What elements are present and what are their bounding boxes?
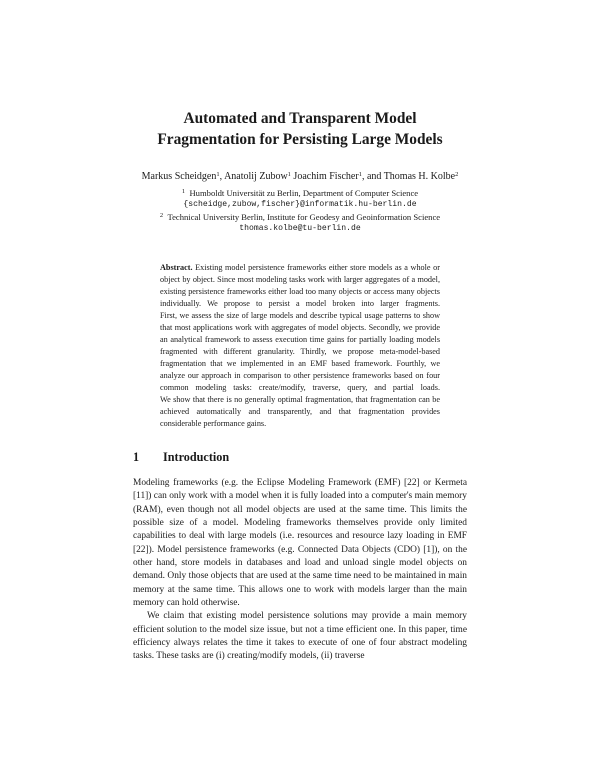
abstract-label: Abstract. [160, 263, 193, 272]
section-heading [133, 449, 229, 465]
author-affiliation-mark: 1 [358, 171, 362, 178]
affiliation-2-email: thomas.kolbe@tu-berlin.de [239, 224, 361, 233]
author-affiliation-mark: 2 [455, 171, 459, 178]
abstract-paragraph: First, we assess the size of large models and describe typical usage patterns to show that most applications work with aggregates of model objects. Secondly, we provide an analytical framework to assess execution time gains for partially loading models fragmented with different granularity. Thirdly, we propose meta-model-based fragmentation that we implemented in an EMF based framework. Fourthly, we analyze our approach in comparison to other persistence frameworks based on four common modeling tasks: create/modify, traverse, query, and partial loads. [160, 311, 440, 392]
author-affiliation-mark: 1 [287, 171, 291, 178]
body-paragraph: We claim that existing model persistence solutions may provide a main memory efficient solution to the model size issue, but not a time efficient one. In this paper, time efficiency always relates the time it takes to execute of one of four abstract modeling tasks. These tasks are (i) creating/modify models, (ii) traverse [133, 611, 467, 662]
affiliation-1-email: {scheidge,zubow,fischer}@informatik.hu-berlin.de [183, 200, 417, 209]
section-number: 1 [133, 450, 140, 464]
affiliation-number: 2 [159, 212, 164, 219]
affiliation-text: Humboldt Universität zu Berlin, Department of Computer Science [189, 188, 419, 198]
body-paragraph: Modeling frameworks (e.g. the Eclipse Modeling Framework (EMF) [22] or Kermeta [11]) can only work with a model when it is fully loaded into a computer's main memory (RAM), even though not all model objects are used at the same time. This limits the possible size of a model. Modeling frameworks themselves provide only limited capabilities to deal with large models (i.e. resources and resource lazy loading in EMF [22]). Model persistence frameworks (e.g. Connected Data Objects (CDO) [1]), on the other hand, store models in databases and load and unload single model objects on demand. Only those objects that are used at the same time need to be maintained in main memory at the same time. This allows one to work with models larger than the main memory can hold otherwise. [133, 478, 467, 609]
author-name: Joachim Fischer [293, 171, 359, 182]
body-text [133, 477, 467, 664]
author-name: Thomas H. Kolbe [383, 171, 456, 182]
affiliation-number: 1 [181, 188, 186, 195]
section-title: Introduction [163, 450, 230, 464]
affiliation-2 [0, 211, 600, 223]
author-separator: , and [361, 171, 384, 182]
author-affiliation-mark: 1 [216, 171, 220, 178]
author-list [0, 170, 600, 183]
abstract-text: Existing model persistence frameworks either store models as a whole or object by object. Since most modeling tasks work with larger aggregates of a model, existing persistence frameworks either load too many objects or access many objects individually. We propose to persist a model broken into larger fragments. [160, 263, 440, 308]
author-name: Anatolij Zubow [224, 171, 288, 182]
author-name: Markus Scheidgen [141, 171, 217, 182]
abstract [160, 262, 440, 430]
author-separator: , [219, 171, 225, 182]
paper-title-line-2: Fragmentation for Persisting Large Models [157, 131, 443, 148]
abstract-paragraph [160, 262, 440, 310]
affiliation-text: Technical University Berlin, Institute for Geodesy and Geoinformation Science [167, 212, 441, 222]
paper-title-line-1: Automated and Transparent Model [183, 110, 417, 127]
abstract-paragraph: We show that there is no generally optimal fragmentation, that fragmentation can be achieved automatically and transparently, and that fragmentation provides considerable performance gains. [160, 395, 440, 428]
affiliation-1 [0, 187, 600, 199]
